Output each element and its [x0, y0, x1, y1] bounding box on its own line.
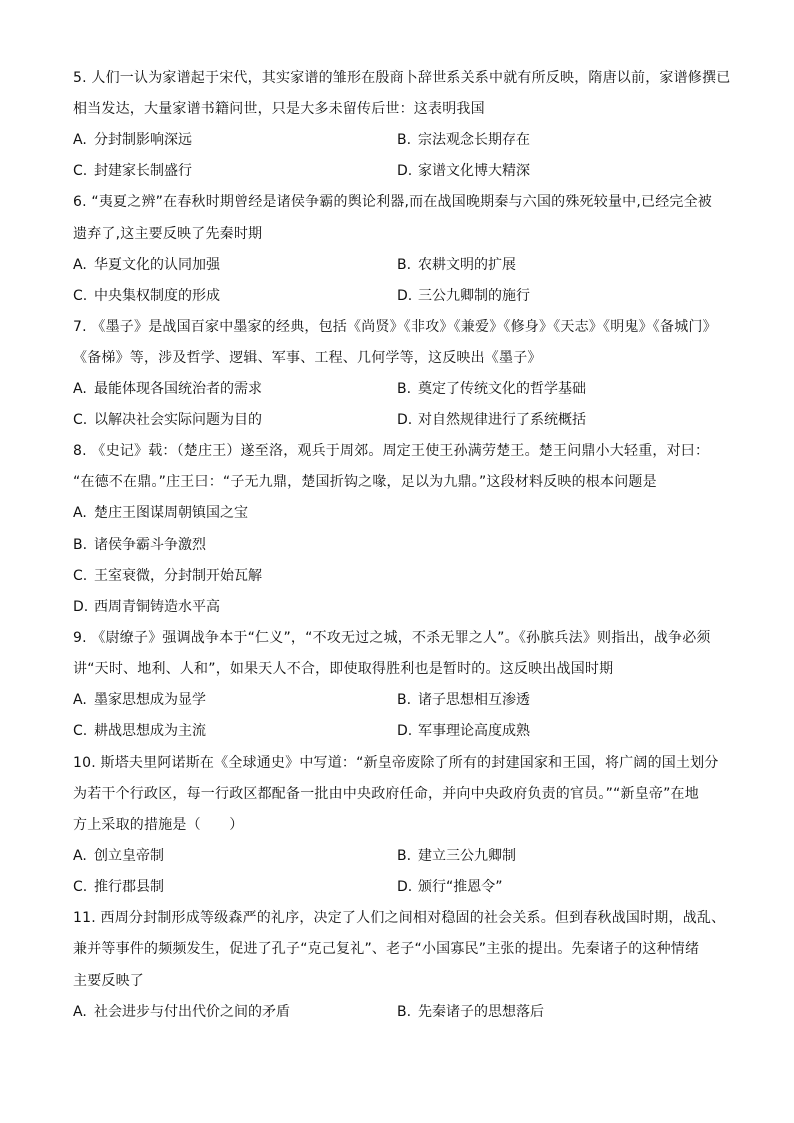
question-9-option-a [73, 691, 206, 709]
option-letter: D. [397, 879, 413, 895]
option-text: 分封制影响深远 [94, 132, 192, 148]
question-7-option-b [397, 380, 586, 398]
question-8-option-b [73, 536, 206, 554]
question-6-line-1: 6. “夷夏之辨”在春秋时期曾经是诸侯争霸的舆论利器,而在战国晚期秦与六国的殊死较量中,已经完全被 [73, 194, 713, 210]
option-letter: A. [73, 505, 87, 521]
question-9-line-2: 讲“天时、地利、人和”，如果天人不合，即使取得胜利也是暂时的。这反映出战国时期 [73, 661, 614, 677]
option-letter: A. [73, 257, 87, 273]
question-10-option-a [73, 847, 164, 865]
option-text: 最能体现各国统治者的需求 [94, 381, 262, 397]
option-text: 王室衰微，分封制开始瓦解 [94, 568, 262, 584]
question-8-option-a [73, 504, 248, 522]
question-11-line-2: 兼并等事件的频频发生，促进了孔子“克己复礼”、老子“小国寡民”主张的提出。先秦诸子的这种情绪 [73, 941, 700, 957]
question-8-option-d [73, 598, 220, 616]
option-text: 诸子思想相互渗透 [418, 692, 530, 708]
question-7-option-a [73, 380, 262, 398]
option-letter: C. [73, 288, 88, 304]
question-11-line-3: 主要反映了 [73, 973, 144, 989]
option-text: 中央集权制度的形成 [94, 288, 220, 304]
option-text: 创立皇帝制 [94, 848, 164, 864]
option-letter: B. [397, 381, 412, 397]
option-text: 社会进步与付出代价之间的矛盾 [94, 1004, 290, 1020]
option-letter: C. [73, 879, 88, 895]
question-5-option-d [397, 162, 530, 180]
question-5-option-c [73, 162, 192, 180]
option-letter: D. [397, 288, 413, 304]
option-letter: B. [397, 257, 412, 273]
question-10-line-3: 方上采取的措施是（ ） [73, 817, 244, 833]
question-9-option-b [397, 691, 530, 709]
option-text: 西周青铜铸造水平高 [94, 599, 220, 615]
option-letter: B. [397, 848, 412, 864]
option-text: 奠定了传统文化的哲学基础 [418, 381, 586, 397]
option-letter: A. [73, 848, 87, 864]
option-text: 以解决社会实际问题为目的 [94, 412, 262, 428]
question-5-option-a [73, 131, 192, 149]
question-10-line-1: 10. 斯塔夫里阿诺斯在《全球通史》中写道：“新皇帝废除了所有的封建国家和王国，将广阔的国土划分 [73, 755, 719, 771]
question-5-option-b [397, 131, 530, 149]
question-7-line-2: 《备梯》等，涉及哲学、逻辑、军事、工程、几何学等，这反映出《墨子》 [73, 350, 542, 366]
option-text: 农耕文明的扩展 [418, 257, 516, 273]
option-text: 封建家长制盛行 [94, 163, 192, 179]
question-5-line-2: 相当发达，大量家谱书籍问世，只是大多未留传后世：这表明我国 [73, 101, 485, 117]
option-letter: C. [73, 723, 88, 739]
question-6-option-c [73, 287, 220, 305]
option-letter: C. [73, 568, 88, 584]
question-8-option-c [73, 567, 262, 585]
option-letter: B. [397, 1004, 412, 1020]
option-letter: D. [397, 723, 413, 739]
option-text: 建立三公九卿制 [418, 848, 516, 864]
option-text: 家谱文化博大精深 [418, 163, 530, 179]
option-letter: A. [73, 381, 87, 397]
question-6-option-a [73, 256, 220, 274]
option-letter: B. [397, 132, 412, 148]
option-text: 华夏文化的认同加强 [94, 257, 220, 273]
option-letter: A. [73, 1004, 87, 1020]
option-letter: C. [73, 412, 88, 428]
question-5-line-1: 5. 人们一认为家谱起于宋代，其实家谱的雏形在殷商卜辞世系关系中就有所反映，隋唐以前，家谱修撰已 [73, 70, 731, 86]
option-text: 墨家思想成为显学 [94, 692, 206, 708]
option-text: 对自然规律进行了系统概括 [418, 412, 586, 428]
question-9-option-c [73, 722, 206, 740]
option-text: 先秦诸子的思想落后 [418, 1004, 544, 1020]
question-9-line-1: 9. 《尉缭子》强调战争本于“仁义”，“不攻无过之城，不杀无罪之人”。《孙膑兵法》则指出，战争必须 [73, 630, 711, 646]
question-7-option-c [73, 411, 262, 429]
question-7-line-1: 7. 《墨子》是战国百家中墨家的经典，包括《尚贤》《非攻》《兼爱》《修身》《天志》《明鬼》《备城门》 [73, 319, 717, 335]
option-text: 楚庄王图谋周朝镇国之宝 [94, 505, 248, 521]
question-10-option-d [397, 878, 503, 896]
question-10-option-b [397, 847, 516, 865]
option-text: 颁行“推恩令” [418, 879, 503, 895]
question-6-option-b [397, 256, 516, 274]
question-11-option-a [73, 1003, 290, 1021]
question-7-option-d [397, 411, 586, 429]
option-text: 推行郡县制 [94, 879, 164, 895]
question-10-line-2: 为若干个行政区，每一行政区都配备一批由中央政府任命，并向中央政府负责的官员。”“新皇帝”在地 [73, 786, 699, 802]
option-letter: B. [73, 537, 88, 553]
option-letter: D. [397, 412, 413, 428]
question-6-option-d [397, 287, 530, 305]
question-11-line-1: 11. 西周分封制形成等级森严的礼序，决定了人们之间相对稳固的社会关系。但到春秋战国时期，战乱、 [73, 910, 726, 926]
option-text: 三公九卿制的施行 [418, 288, 530, 304]
question-8-line-1: 8. 《史记》载：（楚庄王）遂至洛，观兵于周郊。周定王使王孙满劳楚王。楚王问鼎小大轻重，对曰： [73, 443, 710, 459]
option-letter: C. [73, 163, 88, 179]
option-letter: B. [397, 692, 412, 708]
question-8-line-2: “在德不在鼎。”庄王曰：“子无九鼎，楚国折钩之喙，足以为九鼎。”这段材料反映的根本问题是 [73, 474, 657, 490]
question-11-option-b [397, 1003, 544, 1021]
option-text: 宗法观念长期存在 [418, 132, 530, 148]
option-letter: A. [73, 132, 87, 148]
question-6-line-2: 遗弃了,这主要反映了先秦时期 [73, 226, 263, 242]
question-10-option-c [73, 878, 164, 896]
option-text: 耕战思想成为主流 [94, 723, 206, 739]
option-text: 军事理论高度成熟 [418, 723, 530, 739]
option-letter: A. [73, 692, 87, 708]
option-text: 诸侯争霸斗争激烈 [94, 537, 206, 553]
question-9-option-d [397, 722, 530, 740]
option-letter: D. [397, 163, 413, 179]
option-letter: D. [73, 599, 89, 615]
